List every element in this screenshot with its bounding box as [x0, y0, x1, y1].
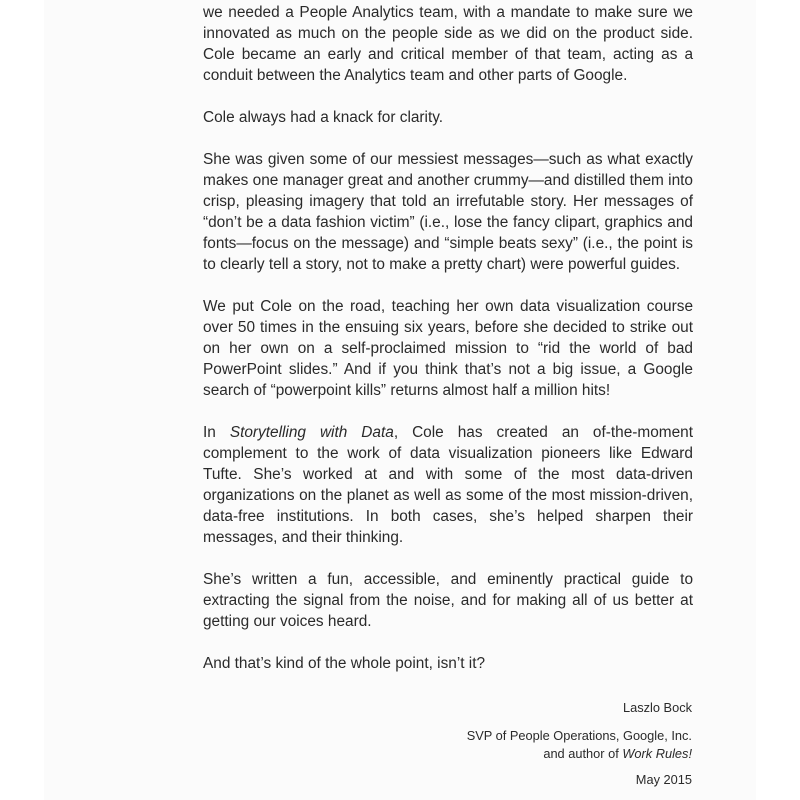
paragraph-storytelling	[203, 422, 693, 548]
signature-book-title: Work Rules!	[622, 746, 692, 761]
paragraph-on-the-road: We put Cole on the road, teaching her own data visualization course over 50 times in the ensuing six years, before she decided to strike out on her own on a self-proclaimed mission to “rid the world of bad PowerPoint slides.” And if you think that’s not a big issue, a Google search of “powerpoint kills” returns almost half a million hits!	[203, 298, 693, 399]
page-margin	[0, 0, 44, 800]
signature-author-prefix: and author of	[543, 746, 623, 761]
signature-title-line1: SVP of People Operations, Google, Inc.	[466, 728, 692, 743]
foreword-body	[203, 2, 693, 674]
paragraph-storytelling-rest: , Cole has created an of-the-moment complement to the work of data visualization pioneers like Edward Tufte. She’s worked at and with some of the most data-driven organizations on the planet as well as some of the most mission-driven, data-free institutions. In both cases, she’s helped sharpen their messages, and their thinking.	[203, 424, 693, 546]
paragraph-practical-guide: She’s written a fun, accessible, and eminently practical guide to extracting the signal from the noise, and for making all of us better at getting our voices heard.	[203, 571, 693, 630]
paragraph-people-analytics: we needed a People Analytics team, with a mandate to make sure we innovated as much on the people side as we did on the product side. Cole became an early and critical member of that team, acting as a conduit between the Analytics team and other parts of Google.	[203, 4, 693, 84]
paragraph-storytelling-prefix: In	[203, 424, 230, 441]
signature-title-line2	[292, 745, 692, 763]
signature-title	[292, 727, 692, 763]
signature-date: May 2015	[635, 772, 692, 787]
signature-name: Laszlo Bock	[623, 700, 692, 715]
paragraph-whole-point: And that’s kind of the whole point, isn’t it?	[203, 655, 486, 672]
paragraph-messages: She was given some of our messiest messages—such as what exactly makes one manager great and another crummy—and distilled them into crisp, pleasing imagery that told an irrefutable story. Her messages of “don’t be a data fashion victim” (i.e., lose the fancy clipart, graphics and fonts—focus on the message) and “simple beats sexy” (i.e., the point is to clearly tell a story, not to make a pretty chart) were powerful guides.	[203, 151, 693, 273]
paragraph-clarity: Cole always had a knack for clarity.	[203, 109, 444, 126]
book-title: Storytelling with Data	[229, 424, 394, 441]
